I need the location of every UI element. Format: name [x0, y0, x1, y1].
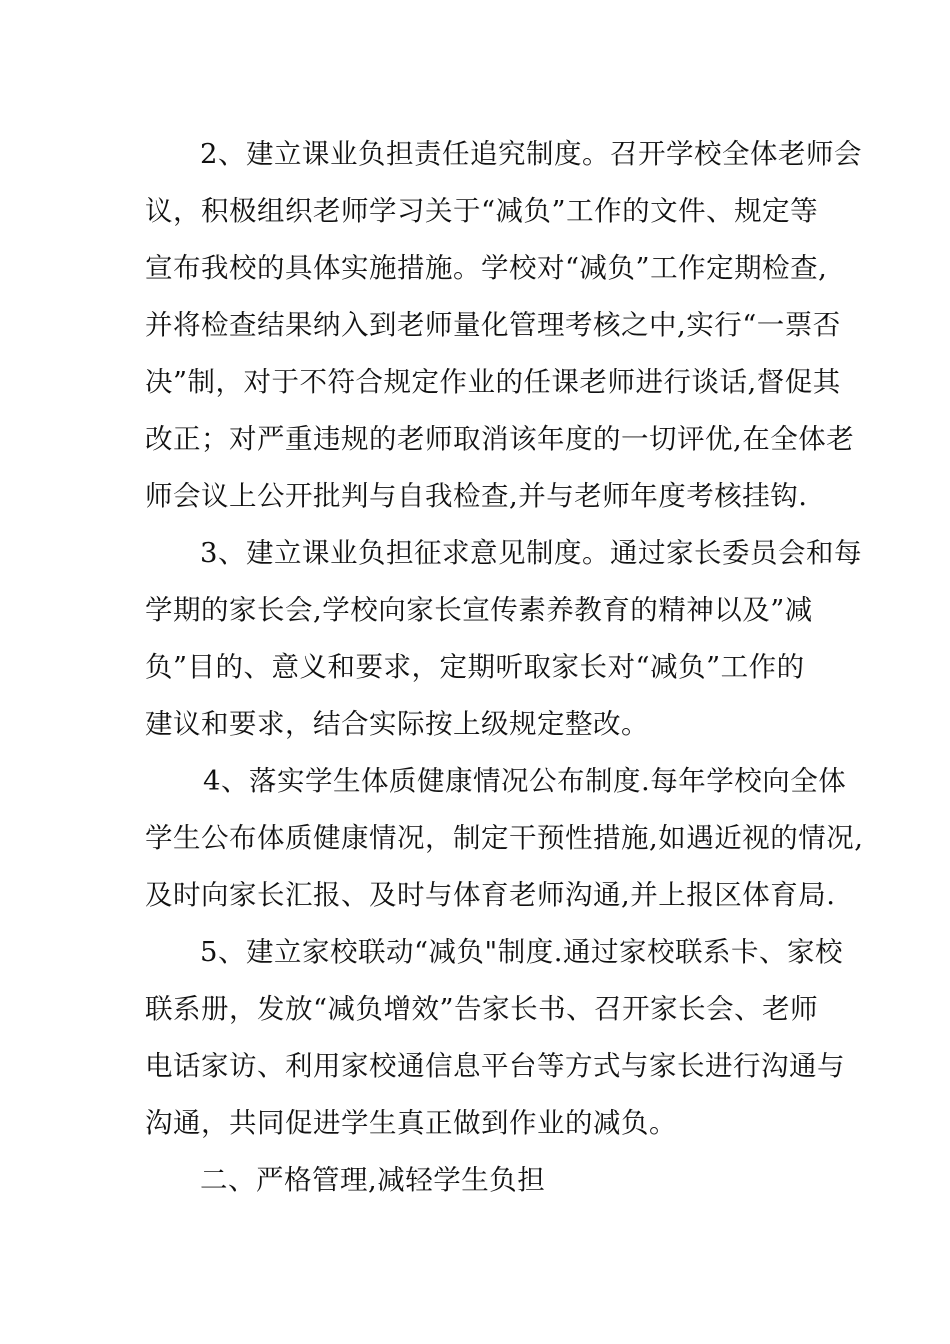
text-line: 建议和要求，结合实际按上级规定整改。: [145, 708, 649, 740]
text-line: 并将检查结果纳入到老师量化管理考核之中,实行“一票否: [145, 309, 841, 341]
text-line: 学生公布体质健康情况，制定干预性措施,如遇近视的情况,: [145, 822, 864, 854]
text-line: 及时向家长汇报、及时与体育老师沟通,并上报区体育局.: [145, 879, 836, 911]
text-line: 沟通，共同促进学生真正做到作业的减负。: [145, 1107, 677, 1139]
text-line: 联系册，发放“减负增效”告家长书、召开家长会、老师: [145, 993, 819, 1025]
paragraph-5-home-school: [145, 924, 845, 1152]
document-body: [145, 126, 864, 1209]
text-line: 二、严格管理,减轻学生负担: [200, 1164, 546, 1196]
text-line: 4、落实学生体质健康情况公布制度.每年学校向全体: [203, 765, 847, 797]
text-line: 2、建立课业负担责任追究制度。召开学校全体老师会: [200, 138, 862, 170]
text-line: 负”目的、意义和要求，定期听取家长对“减负”工作的: [145, 651, 805, 683]
text-line: 电话家访、利用家校通信息平台等方式与家长进行沟通与: [145, 1050, 845, 1082]
text-line: 5、建立家校联动“减负"制度.通过家校联系卡、家校: [200, 936, 843, 968]
text-line: 师会议上公开批判与自我检查,并与老师年度考核挂钩.: [145, 480, 808, 512]
text-line: 决”制，对于不符合规定作业的任课老师进行谈话,督促其: [145, 366, 841, 398]
text-line: 宣布我校的具体实施措施。学校对“减负”工作定期检查,: [145, 252, 828, 284]
paragraph-3-feedback: [145, 525, 862, 753]
section-heading-strict-management: [145, 1152, 815, 1209]
paragraph-4-health: [145, 753, 864, 924]
text-line: 学期的家长会,学校向家长宣传素养教育的精神以及”减: [145, 594, 813, 626]
paragraph-2-accountability: [145, 126, 862, 525]
text-line: 议，积极组织老师学习关于“减负”工作的文件、规定等: [145, 195, 819, 227]
text-line: 改正；对严重违规的老师取消该年度的一切评优,在全体老: [145, 423, 855, 455]
text-line: 3、建立课业负担征求意见制度。通过家长委员会和每: [200, 537, 862, 569]
